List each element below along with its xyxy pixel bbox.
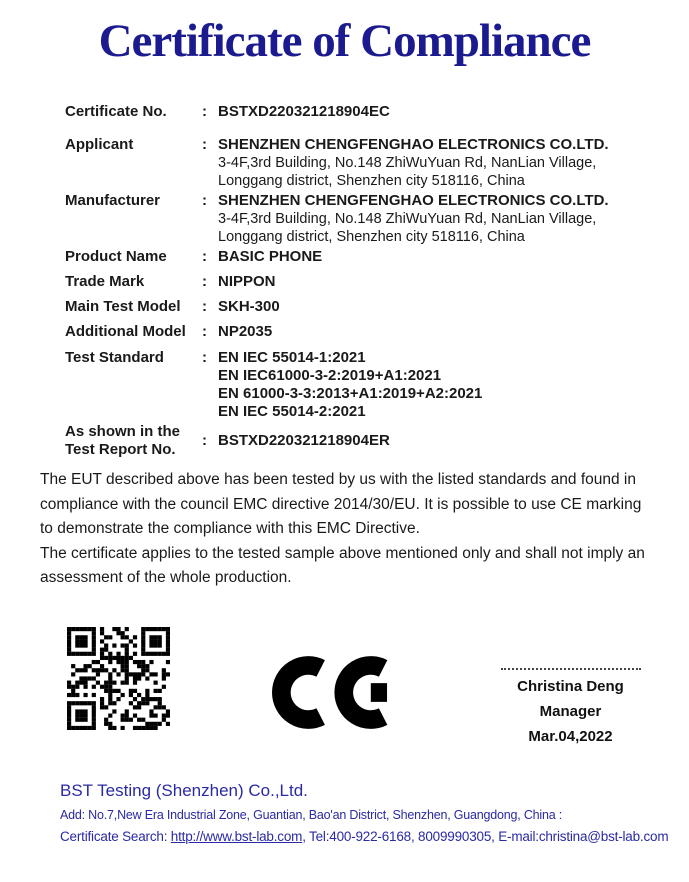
field-label: Product Name — [65, 248, 167, 265]
statement-paragraph-2: The certificate applies to the tested sample above mentioned only and shall not imply an assessment of the whole production. — [40, 544, 645, 586]
field-row-test-standard — [65, 349, 651, 421]
lab-website-link[interactable]: http://www.bst-lab.com — [170, 829, 303, 844]
field-colon: : — [202, 248, 207, 265]
field-value — [218, 136, 651, 190]
statement-paragraph-1: The EUT described above has been tested by us with the listed standards and found in compliance with the council EMC directive 2014/30/EU. It is possible to use CE marking to demonstrate the compliance with this EMC Directive. — [40, 471, 642, 537]
applicant-address-line2: Longgang district, Shenzhen city 518116, China — [218, 173, 525, 189]
field-value: NIPPON — [218, 273, 276, 290]
field-value: BSTXD220321218904ER — [218, 432, 390, 449]
compliance-statement — [40, 468, 658, 591]
test-standard-line4: EN IEC 55014-2:2021 — [218, 403, 366, 420]
field-row-certificate-no — [65, 103, 651, 121]
field-label: Certificate No. — [65, 103, 167, 120]
signature-block — [478, 668, 663, 749]
applicant-address-line1: 3-4F,3rd Building, No.148 ZhiWuYuan Rd, NanLian Village, — [218, 155, 597, 171]
qr-code — [67, 627, 170, 730]
field-label: Applicant — [65, 136, 134, 153]
manufacturer-address-line2: Longgang district, Shenzhen city 518116, China — [218, 229, 525, 245]
field-label: Additional Model — [65, 323, 186, 340]
field-value: BSTXD220321218904EC — [218, 103, 390, 120]
test-report-label-line2: Test Report No. — [65, 441, 176, 458]
field-colon: : — [202, 136, 207, 153]
field-colon: : — [202, 103, 207, 120]
signatory-name: Christina Deng — [517, 678, 624, 695]
field-colon: : — [202, 192, 207, 209]
field-row-trade-mark — [65, 273, 651, 291]
certificate-fields — [65, 103, 651, 459]
signature-date: Mar.04,2022 — [528, 728, 613, 745]
manufacturer-name: SHENZHEN CHENGFENGHAO ELECTRONICS CO.LTD. — [218, 192, 609, 209]
field-row-test-report — [65, 423, 651, 459]
field-value — [218, 192, 651, 246]
field-colon: : — [202, 298, 207, 315]
field-colon: : — [202, 273, 207, 290]
manufacturer-address-line1: 3-4F,3rd Building, No.148 ZhiWuYuan Rd, NanLian Village, — [218, 211, 597, 227]
field-row-product-name — [65, 248, 651, 266]
field-value: SKH-300 — [218, 298, 280, 315]
field-row-manufacturer — [65, 192, 651, 246]
field-colon: : — [202, 323, 207, 340]
test-report-label-line1: As shown in the — [65, 423, 181, 440]
field-label: Manufacturer — [65, 192, 161, 209]
page-title: Certificate of Compliance — [98, 15, 591, 67]
signature-line — [501, 668, 641, 670]
lab-company-name: BST Testing (Shenzhen) Co.,Ltd. — [60, 781, 308, 800]
field-value — [218, 349, 651, 421]
certificate-search-suffix: , Tel:400-922-6168, 8009990305, E-mail:christina@bst-lab.com — [302, 829, 669, 844]
certificate-search-prefix: Certificate Search: — [60, 829, 171, 844]
field-value: BASIC PHONE — [218, 248, 323, 265]
field-colon: : — [202, 349, 207, 366]
test-standard-line3: EN 61000-3-3:2013+A1:2019+A2:2021 — [218, 385, 483, 402]
field-label — [65, 423, 202, 459]
field-label: Main Test Model — [65, 298, 181, 315]
test-standard-line1: EN IEC 55014-1:2021 — [218, 349, 366, 366]
test-standard-line2: EN IEC61000-3-2:2019+A1:2021 — [218, 367, 442, 384]
footer — [60, 781, 669, 844]
applicant-name: SHENZHEN CHENGFENGHAO ELECTRONICS CO.LTD. — [218, 136, 609, 153]
field-row-main-test-model — [65, 298, 651, 316]
certificate-search-line — [60, 829, 669, 844]
field-label: Trade Mark — [65, 273, 145, 290]
signatory-title: Manager — [539, 703, 602, 720]
field-value: NP2035 — [218, 323, 273, 340]
lab-address: Add: No.7,New Era Industrial Zone, Guantian, Bao'an District, Shenzhen, Guangdong, China : — [60, 808, 563, 822]
field-row-applicant — [65, 136, 651, 190]
field-colon: : — [202, 432, 207, 449]
field-row-additional-model — [65, 323, 651, 341]
field-label: Test Standard — [65, 349, 164, 366]
ce-mark-icon — [272, 656, 389, 729]
